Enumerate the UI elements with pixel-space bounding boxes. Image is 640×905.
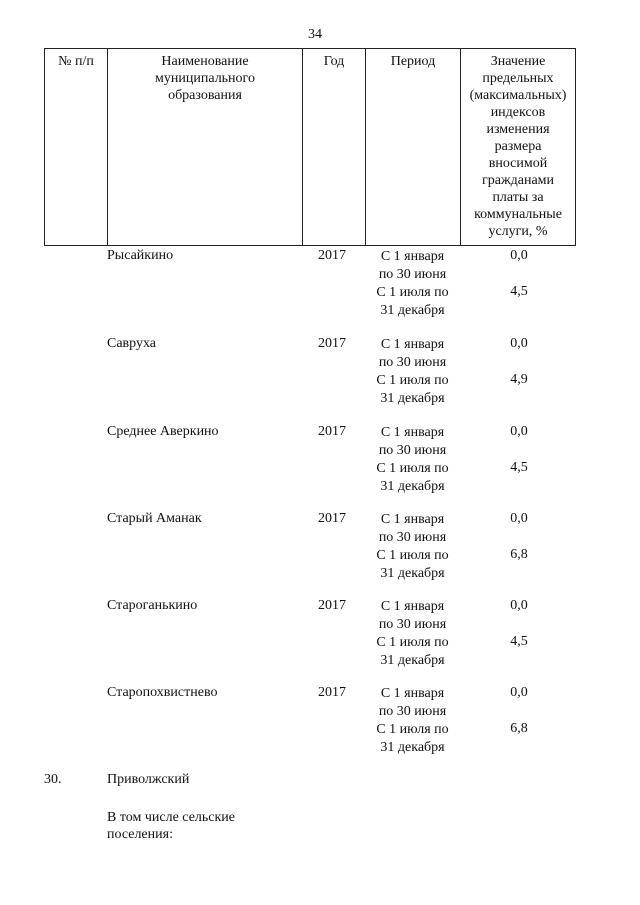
municipality-name: Старый Аманак — [107, 511, 202, 526]
header-col-year: Год — [302, 49, 365, 245]
value-first-half: 0,0 — [510, 248, 528, 263]
period-second-half: С 1 июля по 31 декабря — [376, 548, 449, 581]
period-second-half: С 1 июля по 31 декабря — [376, 373, 449, 406]
period-first-half: С 1 января по 30 июня — [378, 512, 447, 545]
value-second-half: 4,9 — [510, 372, 528, 387]
municipality-name: Среднее Аверкино — [107, 424, 219, 439]
municipality-name: Савруха — [107, 336, 157, 351]
section-subtitle: В том числе сельские поселения: — [107, 810, 236, 842]
year: 2017 — [318, 511, 346, 526]
table-header — [44, 48, 576, 246]
period-second-half: С 1 июля по 31 декабря — [376, 722, 449, 755]
value-second-half: 4,5 — [510, 634, 528, 649]
page-number: 34 — [308, 27, 322, 42]
value-first-half: 0,0 — [510, 511, 528, 526]
municipality-name: Рысайкино — [107, 248, 174, 263]
period-first-half: С 1 января по 30 июня — [378, 599, 447, 632]
value-first-half: 0,0 — [510, 424, 528, 439]
period-second-half: С 1 июля по 31 декабря — [376, 635, 449, 668]
value-first-half: 0,0 — [510, 336, 528, 351]
period-second-half: С 1 июля по 31 декабря — [376, 461, 449, 494]
year: 2017 — [318, 248, 346, 263]
period-first-half: С 1 января по 30 июня — [378, 249, 447, 282]
value-first-half: 0,0 — [510, 685, 528, 700]
value-first-half: 0,0 — [510, 598, 528, 613]
header-col-name: Наименование муниципального образования — [107, 49, 302, 245]
section-number: 30. — [44, 772, 62, 787]
section-name: Приволжский — [107, 772, 190, 787]
year: 2017 — [318, 336, 346, 351]
year: 2017 — [318, 424, 346, 439]
municipality-name: Старопохвистнево — [107, 685, 218, 700]
header-col-value: Значение предельных (максимальных) индексов изменения размера вносимой гражданами платы за коммунальные услуги, % — [460, 49, 575, 245]
period-second-half: С 1 июля по 31 декабря — [376, 285, 449, 318]
year: 2017 — [318, 598, 346, 613]
header-col-period: Период — [365, 49, 460, 245]
value-second-half: 6,8 — [510, 721, 528, 736]
value-second-half: 6,8 — [510, 547, 528, 562]
value-second-half: 4,5 — [510, 460, 528, 475]
value-second-half: 4,5 — [510, 284, 528, 299]
header-col-number: № п/п — [58, 54, 94, 69]
municipality-name: Староганькино — [107, 598, 198, 613]
year: 2017 — [318, 685, 346, 700]
period-first-half: С 1 января по 30 июня — [378, 686, 447, 719]
period-first-half: С 1 января по 30 июня — [378, 337, 447, 370]
period-first-half: С 1 января по 30 июня — [378, 425, 447, 458]
